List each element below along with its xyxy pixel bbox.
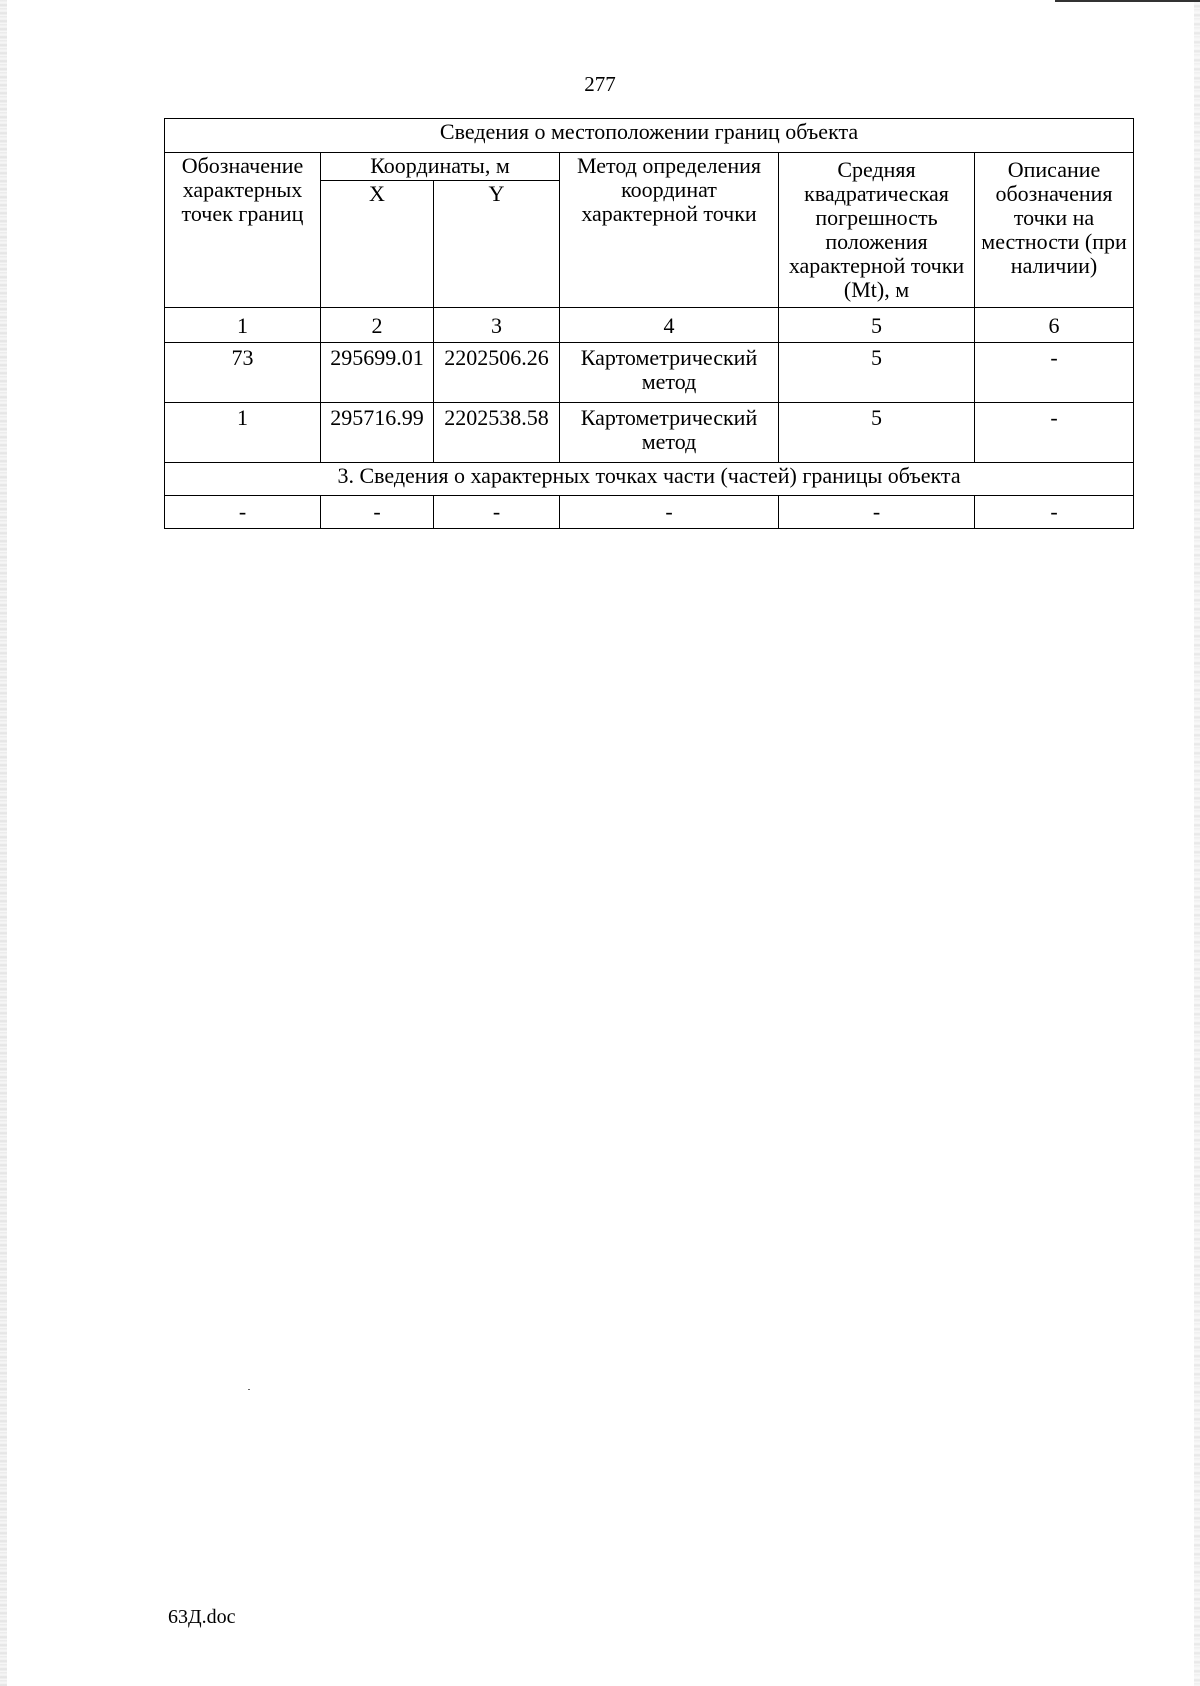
caption-row [165,119,1134,153]
section3-cell: - [560,496,779,529]
table-caption: Сведения о местоположении границ объекта [165,119,1134,153]
section3-cell: - [165,496,321,529]
footer-filename: 63Д.doc [168,1606,236,1628]
table-row [165,403,1134,463]
column-number: 6 [975,308,1134,343]
cell-x: 295699.01 [321,343,434,403]
cell-error: 5 [779,343,975,403]
header-point: Обозначение характерных точек границ [165,153,321,308]
section3-cell: - [321,496,434,529]
column-number: 4 [560,308,779,343]
header-y: Y [434,181,560,308]
cell-x: 295716.99 [321,403,434,463]
boundary-table [164,118,1134,529]
cell-y: 2202506.26 [434,343,560,403]
table-row [165,343,1134,403]
section3-cell: - [779,496,975,529]
section3-title: 3. Сведения о характерных точках части (частей) границы объекта [165,463,1134,496]
scan-speck [248,1389,250,1390]
header-row [165,153,1134,181]
column-number: 1 [165,308,321,343]
section3-cell: - [975,496,1134,529]
cell-method: Картометрический метод [560,403,779,463]
column-number-row [165,308,1134,343]
page-number: 277 [584,72,616,96]
cell-description: - [975,403,1134,463]
header-x: X [321,181,434,308]
header-method: Метод определения координат характерной точки [560,153,779,308]
cell-point: 73 [165,343,321,403]
column-number: 2 [321,308,434,343]
cell-description: - [975,343,1134,403]
scan-edge-left [0,0,7,1686]
header-description: Описание обозначения точки на местности (при наличии) [975,153,1134,308]
header-coordinates: Координаты, м [321,153,560,181]
scan-top-line [1055,0,1200,2]
cell-method: Картометрический метод [560,343,779,403]
section3-header-row [165,463,1134,496]
cell-error: 5 [779,403,975,463]
header-error: Средняя квадратическая погрешность положения характерной точки (Mt), м [779,153,975,308]
scan-edge-right [1194,0,1200,1686]
section3-cell: - [434,496,560,529]
cell-y: 2202538.58 [434,403,560,463]
column-number: 5 [779,308,975,343]
section3-row [165,496,1134,529]
column-number: 3 [434,308,560,343]
cell-point: 1 [165,403,321,463]
